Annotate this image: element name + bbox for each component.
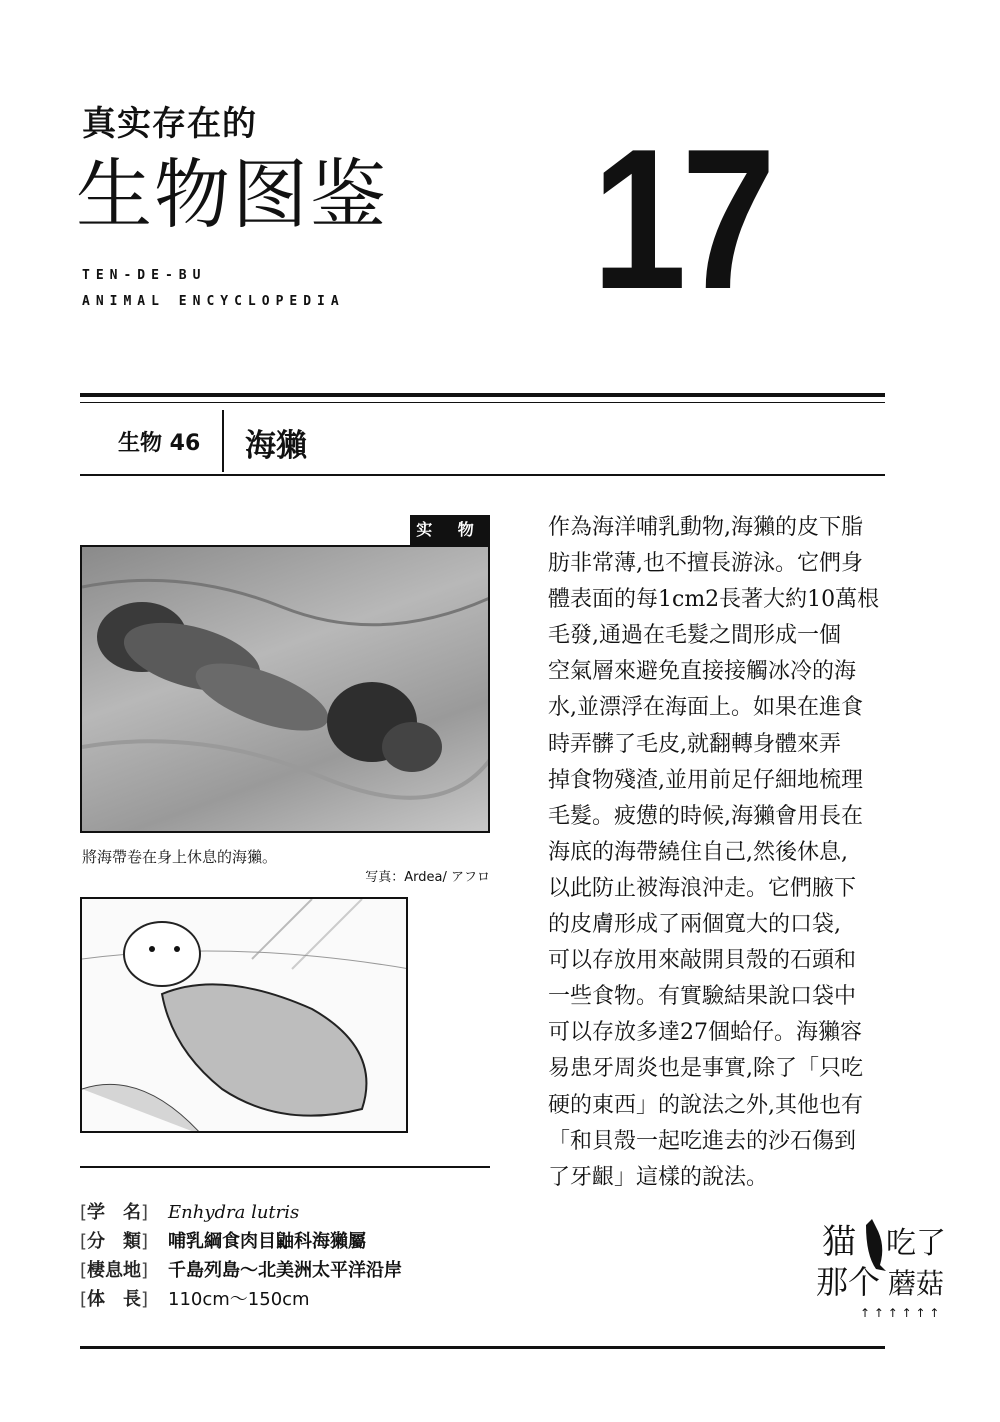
body-line: 可以存放用來敲開貝殼的石頭和 xyxy=(548,948,857,974)
divider-entry-bottom xyxy=(80,474,885,476)
body-line: 毛發,通過在毛髮之間形成一個 xyxy=(548,623,841,649)
series-title: 生物图鉴 xyxy=(76,150,388,239)
info-value: 110cm～150cm xyxy=(168,1289,310,1310)
info-value: 千島列島～北美洲太平洋沿岸 xyxy=(168,1260,402,1281)
english-title-line2: ANIMAL ENCYCLOPEDIA xyxy=(82,294,345,309)
info-value: Enhydra lutris xyxy=(168,1202,300,1223)
body-line: 時弄髒了毛皮,就翻轉身體來弄 xyxy=(548,731,841,757)
divider-thick xyxy=(80,393,885,397)
english-title-line1: TEN-DE-BU xyxy=(82,268,207,283)
svg-text:蘑菇: 蘑菇 xyxy=(888,1267,945,1300)
photo-tag: 实 物 xyxy=(410,515,490,545)
volume-number: 17 xyxy=(592,108,771,331)
info-key: 分 類 xyxy=(87,1231,142,1252)
info-key: 棲息地 xyxy=(87,1260,142,1281)
body-text xyxy=(548,510,893,1196)
info-classification: [分 類] 哺乳綱食肉目鼬科海獺屬 xyxy=(80,1231,366,1252)
divider-info-top xyxy=(80,1166,490,1168)
body-line: 作為海洋哺乳動物,海獺的皮下脂 xyxy=(548,515,863,540)
body-line: 空氣層來避免直接接觸冰冷的海 xyxy=(548,659,857,685)
svg-text:那个: 那个 xyxy=(816,1263,881,1301)
body-line: 掉食物殘渣,並用前足仔細地梳理 xyxy=(548,767,863,793)
scanlation-watermark-logo xyxy=(810,1205,970,1325)
divider-bottom xyxy=(80,1346,885,1349)
cat-mushroom-logo xyxy=(810,1205,970,1325)
svg-text:吃了: 吃了 xyxy=(886,1226,946,1261)
info-key: 体 長 xyxy=(87,1289,142,1310)
sea-otter-illustration xyxy=(80,897,408,1133)
body-line: 海底的海帶繞住自己,然後休息, xyxy=(548,839,848,865)
body-line: 易患牙周炎也是事實,除了「只吃 xyxy=(548,1056,863,1082)
body-line: 「和貝殼一起吃進去的沙石傷到 xyxy=(548,1128,857,1154)
info-value: 哺乳綱食肉目鼬科海獺屬 xyxy=(168,1231,366,1252)
entry-name: 海獺 xyxy=(245,428,307,464)
sea-otter-drawing xyxy=(82,899,408,1133)
svg-text:↑ ↑ ↑ ↑ ↑ ↑: ↑ ↑ ↑ ↑ ↑ ↑ xyxy=(860,1306,940,1320)
photo-credit: 写真：Ardea/ アフロ xyxy=(365,870,490,885)
body-line: 的皮膚形成了兩個寬大的口袋, xyxy=(548,912,841,938)
svg-text:猫: 猫 xyxy=(822,1222,856,1262)
body-line: 體表面的每1cm2長著大約10萬根 xyxy=(548,587,880,613)
photo-caption: 將海帶卷在身上休息的海獺。 xyxy=(82,848,278,866)
info-key: 学 名 xyxy=(87,1202,142,1223)
body-line: 毛髮。疲憊的時候,海獺會用長在 xyxy=(548,803,863,829)
sea-otter-photo-image xyxy=(82,547,490,833)
body-line: 一些食物。有實驗結果說口袋中 xyxy=(548,984,857,1010)
body-line: 硬的東西」的說法之外,其他也有 xyxy=(548,1092,863,1118)
entry-divider xyxy=(222,410,224,472)
body-line: 可以存放多達27個蛤仔。海獺容 xyxy=(548,1020,862,1046)
sea-otter-photo xyxy=(80,545,490,833)
body-line: 肪非常薄,也不擅長游泳。它們身 xyxy=(548,551,863,577)
info-scientific-name: [学 名] Enhydra lutris xyxy=(80,1202,300,1223)
body-line: 以此防止被海浪沖走。它們腋下 xyxy=(548,875,857,901)
series-subtitle: 真实存在的 xyxy=(82,104,257,144)
info-habitat: [棲息地] 千島列島～北美洲太平洋沿岸 xyxy=(80,1260,402,1281)
body-line: 了牙齦」這樣的說法。 xyxy=(548,1164,769,1190)
entry-number: 生物 46 xyxy=(118,431,201,456)
info-body-length: [体 長] 110cm～150cm xyxy=(80,1289,310,1310)
divider-thin xyxy=(80,402,885,403)
body-line: 水,並漂浮在海面上。如果在進食 xyxy=(548,695,863,721)
